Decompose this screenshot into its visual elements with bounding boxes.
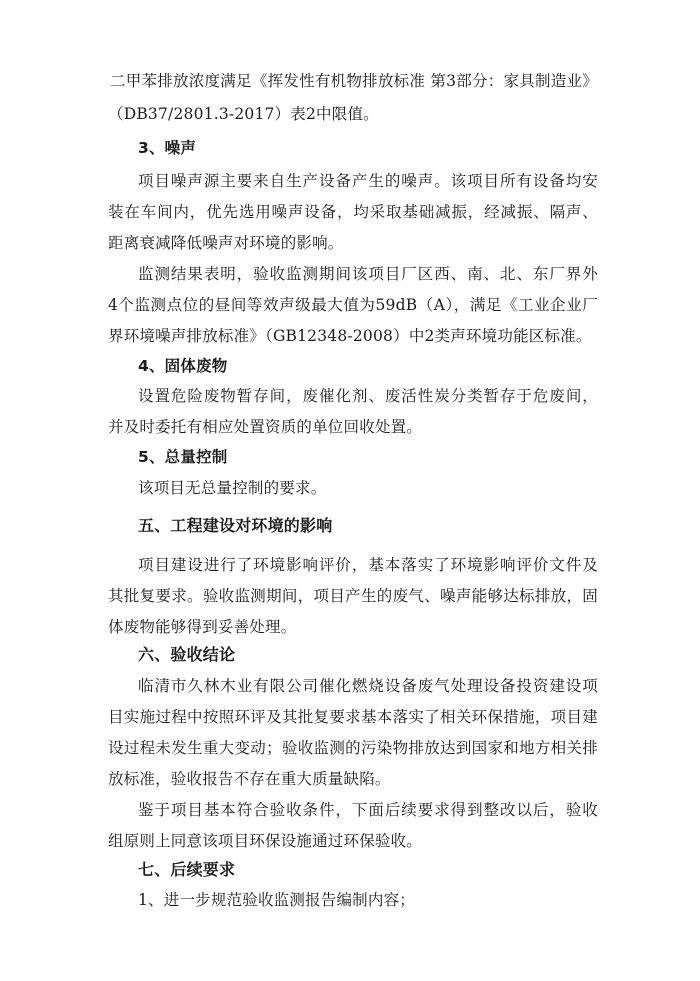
section-heading-conclusion: 六、验收结论 — [138, 645, 236, 664]
subsection-heading-solid-waste: 4、固体废物 — [138, 357, 228, 375]
paragraph-line: （DB37/2801.3-2017）表2中限值。 — [108, 105, 379, 123]
paragraph-line: 并及时委托有相应处置资质的单位回收处置。 — [108, 418, 423, 436]
paragraph-line: 项目建设进行了环境影响评价，基本落实了环境影响评价文件及 — [138, 556, 598, 574]
paragraph-line: 项目噪声源主要来自生产设备产生的噪声。该项目所有设备均安 — [138, 172, 598, 190]
paragraph-line: 组原则上同意该项目环保设施通过环保验收。 — [108, 832, 423, 850]
paragraph-line: 放标准，验收报告不存在重大质量缺陷。 — [108, 770, 391, 788]
paragraph-line: 监测结果表明，验收监测期间该项目厂区西、南、北、东厂界外 — [138, 265, 598, 283]
paragraph-line: 4个监测点位的昼间等效声级最大值为59dB（A），满足《工业企业厂 — [108, 296, 598, 314]
paragraph-line: 1、进一步规范验收监测报告编制内容； — [138, 891, 415, 909]
paragraph-line: 设过程未发生重大变动；验收监测的污染物排放达到国家和地方相关排 — [108, 739, 598, 757]
paragraph-line: 设置危险废物暂存间，废催化剂、废活性炭分类暂存于危废间， — [138, 387, 598, 405]
section-heading-follow-up: 七、后续要求 — [138, 860, 236, 879]
section-heading-impact: 五、工程建设对环境的影响 — [138, 516, 333, 535]
paragraph-line: 体废物能够得到妥善处理。 — [108, 618, 297, 636]
paragraph-line: 界环境噪声排放标准》（GB12348-2008）中2类声环境功能区标准。 — [108, 327, 592, 345]
paragraph-line: 鉴于项目基本符合验收条件，下面后续要求得到整改以后，验收 — [138, 801, 598, 819]
subsection-heading-noise: 3、噪声 — [138, 139, 197, 157]
paragraph-line: 该项目无总量控制的要求。 — [138, 479, 327, 497]
paragraph-line: 二甲苯排放浓度满足《挥发性有机物排放标准 第3部分：家具制造业》 — [110, 72, 598, 90]
paragraph-line: 临清市久林木业有限公司催化燃烧设备废气处理设备投资建设项 — [138, 677, 598, 695]
paragraph-line: 距离衰减降低噪声对环境的影响。 — [108, 234, 344, 252]
subsection-heading-total-control: 5、总量控制 — [138, 448, 228, 466]
paragraph-line: 目实施过程中按照环评及其批复要求基本落实了相关环保措施，项目建 — [108, 708, 598, 726]
paragraph-line: 其批复要求。验收监测期间，项目产生的废气、噪声能够达标排放，固 — [108, 587, 598, 605]
paragraph-line: 装在车间内，优先选用噪声设备，均采取基础减振，经减振、隔声、 — [108, 203, 598, 221]
